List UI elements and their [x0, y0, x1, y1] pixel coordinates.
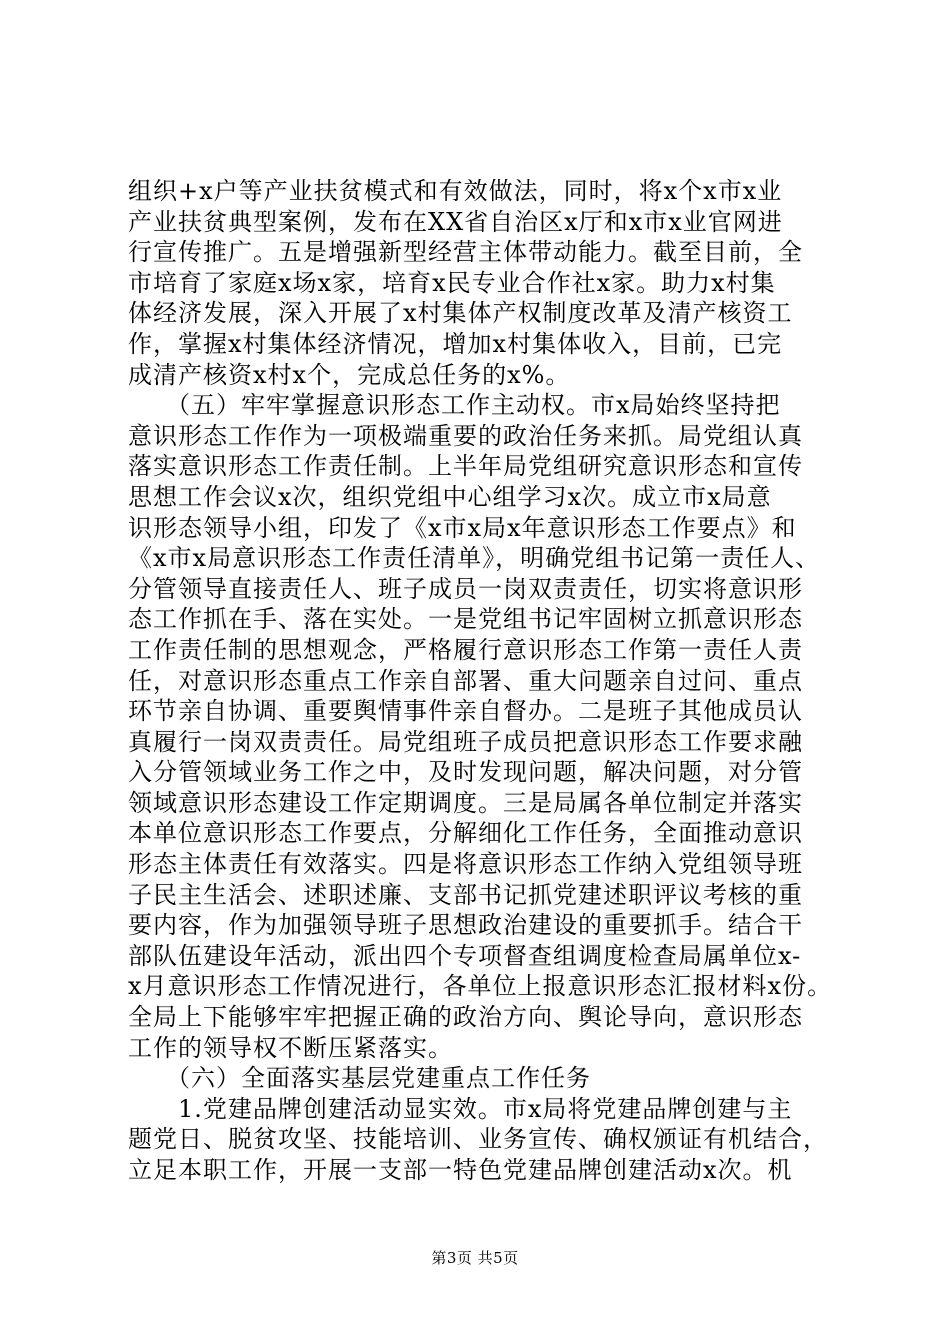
text-line: 子民主生活会、述职述廉、支部书记抓党建述职评议考核的重 [128, 880, 803, 909]
page-number-footer: 第3页 共5页 [431, 1249, 519, 1267]
text-line: 态工作抓在手、落在实处。一是党组书记牢固树立抓意识形态 [128, 605, 803, 634]
text-line: 形态主体责任有效落实。四是将意识形态工作纳入党组领导班 [128, 850, 803, 879]
text-line: 成清产核资x村x个，完成总任务的x%。 [128, 360, 571, 389]
text-line: 要内容，作为加强领导班子思想政治建设的重要抓手。结合干 [128, 911, 803, 940]
text-line: x月意识形态工作情况进行，各单位上报意识形态汇报材料x份。 [128, 972, 833, 1001]
text-line: 入分管领域业务工作之中，及时发现问题，解决问题，对分管 [128, 758, 803, 787]
text-line: 本单位意识形态工作要点，分解细化工作任务，全面推动意识 [128, 819, 803, 848]
text-line: 全局上下能够牢牢把握正确的政治方向、舆论导向，意识形态 [128, 1003, 803, 1032]
text-line: 任，对意识形态重点工作亲自部署、重大问题亲自过问、重点 [128, 666, 803, 695]
text-line: 识形态领导小组，印发了《x市x局x年意识形态工作要点》和 [128, 513, 797, 542]
text-line: 意识形态工作作为一项极端重要的政治任务来抓。局党组认真 [128, 421, 803, 450]
text-line: 落实意识形态工作责任制。上半年局党组研究意识形态和宣传 [128, 452, 803, 481]
text-line: 部队伍建设年活动，派出四个专项督查组调度检查局属单位x- [128, 941, 802, 970]
text-line: 工作责任制的思想观念，严格履行意识形态工作第一责任人责 [128, 635, 803, 664]
text-line: 1.党建品牌创建活动显实效。市x局将党建品牌创建与主 [128, 1094, 793, 1123]
text-line: 体经济发展，深入开展了x村集体产权制度改革及清产核资工 [128, 299, 793, 328]
section-heading-6: （六）全面落实基层党建重点工作任务 [128, 1064, 591, 1093]
text-line: 行宣传推广。五是增强新型经营主体带动能力。截至目前，全 [128, 238, 803, 267]
text-line: 组织+x户等产业扶贫模式和有效做法，同时，将x个x市x业 [128, 177, 783, 205]
text-line: 产业扶贫典型案例，发布在XX省自治区x厅和x市x业官网进 [128, 207, 783, 236]
text-line: 真履行一岗双责责任。局党组班子成员把意识形态工作要求融 [128, 727, 803, 756]
text-line: 《x市x局意识形态工作责任清单》，明确党组书记第一责任人、 [128, 544, 821, 573]
text-line: 领域意识形态建设工作定期调度。三是局属各单位制定并落实 [128, 788, 803, 817]
text-line: 市培育了家庭x场x家，培育x民专业合作社x家。助力x村集 [128, 268, 776, 297]
text-line: 题党日、脱贫攻坚、技能培训、业务宣传、确权颁证有机结合， [128, 1125, 828, 1154]
text-line: 作，掌握x村集体经济情况，增加x村集体收入，目前，已完 [128, 329, 783, 358]
section-heading-5: （五）牢牢掌握意识形态工作主动权。市x局始终坚持把 [128, 391, 781, 420]
text-line: 分管领导直接责任人、班子成员一岗双责责任，切实将意识形 [128, 574, 803, 603]
text-line: 环节亲自协调、重要舆情事件亲自督办。二是班子其他成员认 [128, 697, 803, 726]
text-line: 思想工作会议x次，组织党组中心组学习x次。成立市x局意 [128, 482, 772, 511]
text-line: 立足本职工作，开展一支部一特色党建品牌创建活动x次。机 [128, 1156, 793, 1184]
body-text [128, 176, 833, 1186]
text-line: 工作的领导权不断压紧落实。 [128, 1033, 453, 1062]
